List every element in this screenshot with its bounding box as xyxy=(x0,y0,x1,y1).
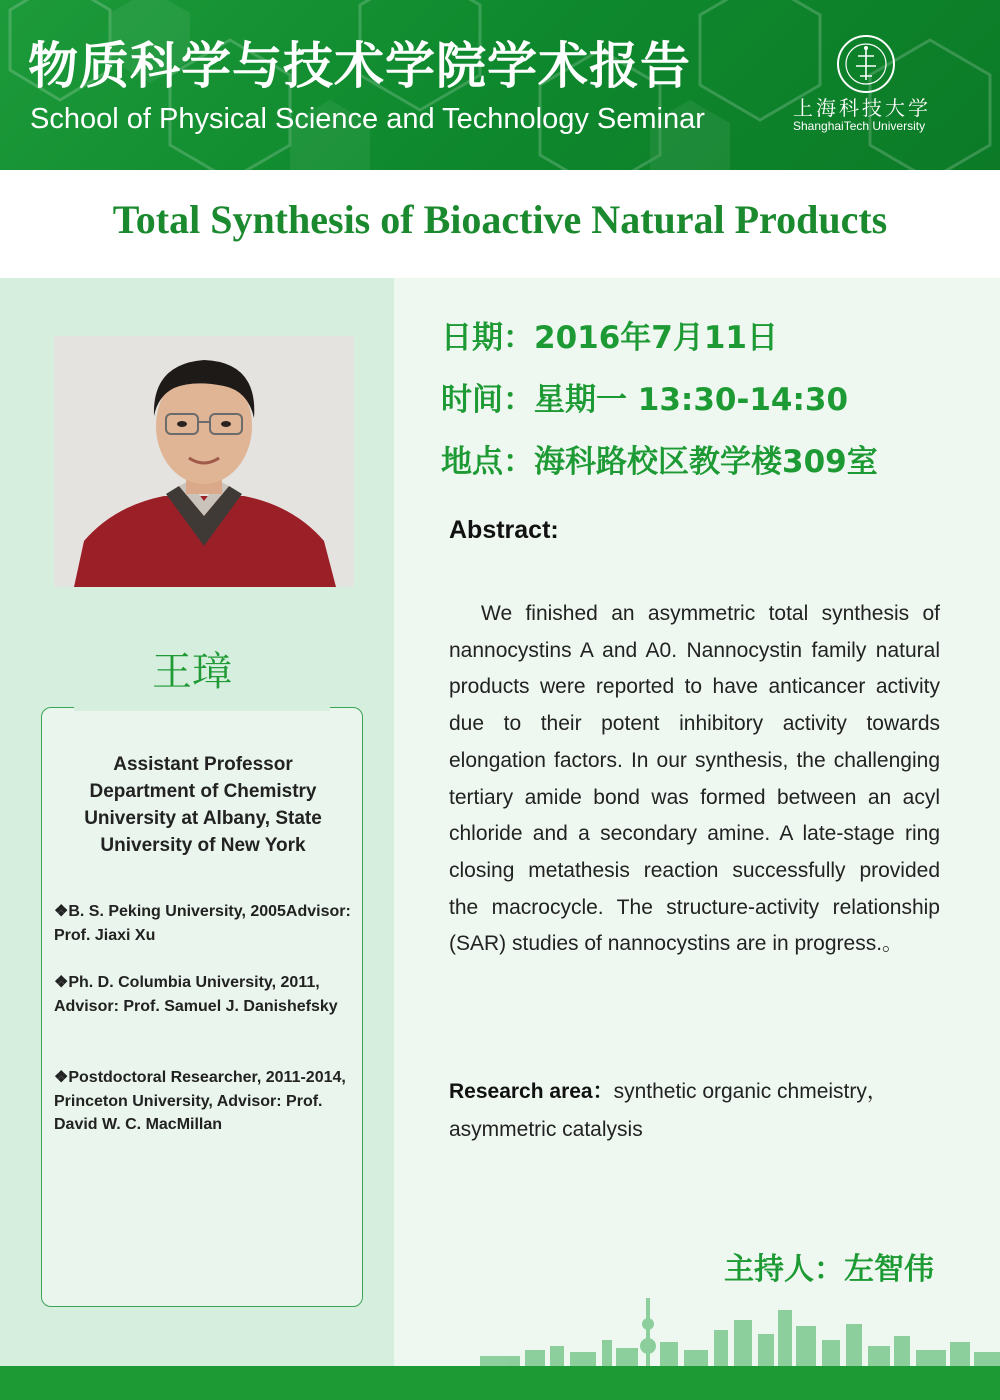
seminar-place: 地点：海科路校区教学楼309室 xyxy=(441,444,878,480)
speaker-name-text: 王璋 xyxy=(152,649,232,695)
bio-box-top-gap xyxy=(74,705,330,711)
abstract-heading: Abstract: xyxy=(449,516,559,544)
speaker-photo xyxy=(54,336,354,587)
header-title-cn: 物质科学与技术学院学术报告 xyxy=(28,37,691,95)
speaker-bio-box xyxy=(41,707,363,1307)
position-line: Assistant Professor xyxy=(113,754,293,775)
abstract-body: We finished an asymmetric total synthesis of nannocystins A and A0. Nannocystin family natural products were reported to have anticancer activity due to their potent inhibitory activity towards elongation factors. In our synthesis, the challenging tertiary amide bond was formed between an acyl chloride and a secondary amine. A late-stage ring closing metathesis reaction successfully provided the macrocycle. The structure-activity relationship (SAR) studies of nannocystins are in progress.。 xyxy=(449,602,940,956)
education-item: ❖B. S. Peking University, 2005Advisor: Prof. Jiaxi Xu xyxy=(54,903,351,944)
education-item: ❖Ph. D. Columbia University, 2011, Advisor: Prof. Samuel J. Danishefsky xyxy=(54,974,338,1015)
speaker-portrait-icon xyxy=(54,336,354,587)
university-emblem-icon xyxy=(836,34,896,94)
title-band xyxy=(0,170,1000,278)
research-area xyxy=(449,1073,940,1149)
position-line: University of New York xyxy=(100,835,306,856)
position-line: Department of Chemistry xyxy=(89,781,317,802)
university-name-en: ShanghaiTech University xyxy=(793,119,926,133)
seminar-host: 主持人：左智伟 xyxy=(724,1252,934,1287)
speaker-positions xyxy=(42,751,364,859)
footer-bar xyxy=(0,1366,1000,1400)
header-banner xyxy=(0,0,1000,170)
university-name-cn: 上海科技大学 xyxy=(793,96,931,120)
research-area-text: synthetic organic chmeistry，asymmetric catalysis xyxy=(449,1080,888,1141)
research-area-label: Research area： xyxy=(449,1080,614,1103)
speaker-name xyxy=(0,640,394,697)
talk-title: Total Synthesis of Bioactive Natural Products xyxy=(112,197,888,242)
position-line: University at Albany, State xyxy=(84,808,322,829)
city-skyline-icon xyxy=(380,1290,1000,1370)
seminar-date: 日期：2016年7月11日 xyxy=(441,320,778,356)
seminar-time: 时间：星期一 13:30-14:30 xyxy=(441,382,849,418)
header-title-en: School of Physical Science and Technology Seminar xyxy=(30,103,705,135)
education-item: ❖Postdoctoral Researcher, 2011-2014, Princeton University, Advisor: Prof. David W. C. MacMillan xyxy=(54,1069,346,1133)
